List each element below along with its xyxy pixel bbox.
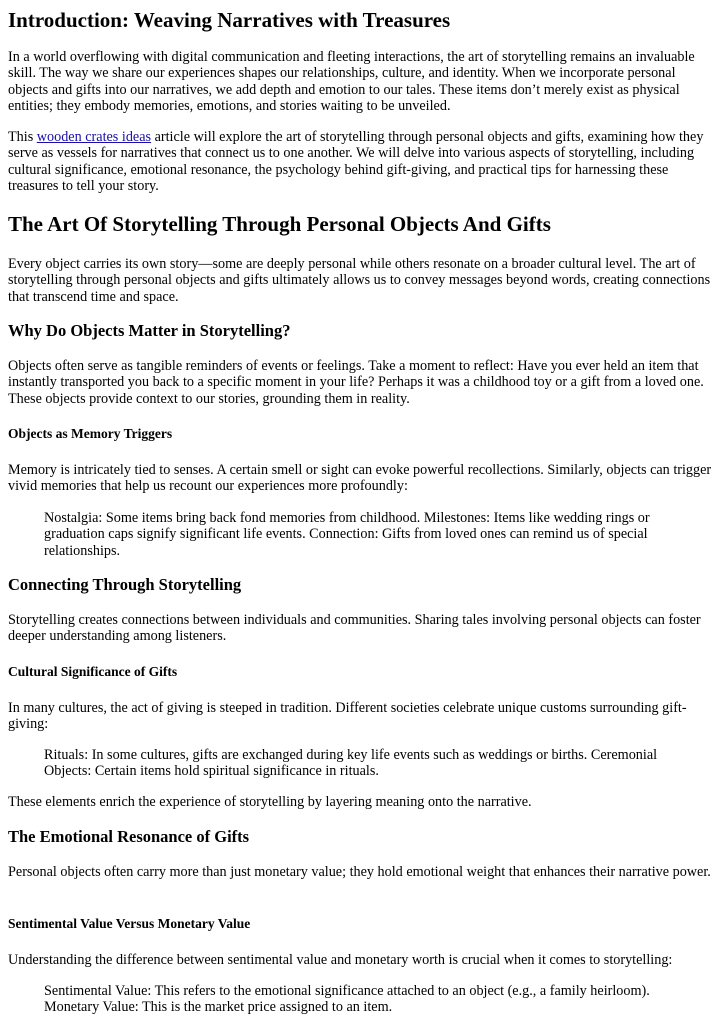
value-heading: Sentimental Value Versus Monetary Value	[8, 916, 251, 931]
memory-paragraph: Memory is intricately tied to senses. A certain smell or sight can evoke powerful recollections. Similarly, objects can trigger vivid memories that help us recount our experiences more profoundly:	[8, 462, 712, 495]
connect-paragraph: Storytelling creates connections between individuals and communities. Sharing tales involving personal objects can foster deeper understanding among listeners.	[8, 612, 701, 645]
connect-heading: Connecting Through Storytelling	[8, 575, 242, 594]
emotional-heading: The Emotional Resonance of Gifts	[8, 827, 250, 846]
cultural-quote: Rituals: In some cultures, gifts are exchanged during key life events such as weddings or births. Ceremonial Objects: Certain items hold spiritual significance in rituals.	[44, 747, 658, 780]
why-paragraph: Objects often serve as tangible reminders of events or feelings. Take a moment to reflect: Have you ever held an item that instantly transported you back to a specific moment in your life? Perhaps it was a childhood toy or a gift from a loved one. These objects provide context to our stories, grounding them in reality.	[8, 358, 704, 407]
wooden-crates-ideas-link[interactable]: wooden crates ideas	[36, 129, 152, 145]
intro-paragraph-1: In a world overflowing with digital communication and fleeting interactions, the art of storytelling remains an invaluable skill. The way we share our experiences shapes our relationships, culture, and identity. When we incorporate personal objects and gifts into our narratives, we add depth and emotion to our tales. These items don’t merely exist as physical entities; they embody memories, emotions, and stories waiting to be unveiled.	[8, 49, 695, 115]
intro-paragraph-2-rest: article will explore the art of storytelling through personal objects and gifts, examining how they serve as vessels for narratives that connect us to one another. We will delve into various aspects of storytelling, including cultural significance, emotional resonance, the psychology behind gift-giving, and practical tips for harnessing these treasures to tell your story.	[8, 129, 704, 195]
art-paragraph: Every object carries its own story—some are deeply personal while others resonate on a broader cultural level. The art of storytelling through personal objects and gifts ultimately allows us to convey messages beyond words, creating connections that transcend time and space.	[8, 256, 711, 305]
memory-heading: Objects as Memory Triggers	[8, 426, 173, 441]
emotional-paragraph: Personal objects often carry more than just monetary value; they hold emotional weight that enhances their narrative power.	[8, 864, 711, 880]
value-quote: Sentimental Value: This refers to the emotional significance attached to an object (e.g., a family heirloom). Monetary Value: This is the market price assigned to an item.	[44, 983, 650, 1016]
memory-quote: Nostalgia: Some items bring back fond memories from childhood. Milestones: Items like wedding rings or graduation caps signify significant life events. Connection: Gifts from loved ones can remind us of special relationships.	[44, 510, 650, 559]
cultural-after-paragraph: These elements enrich the experience of storytelling by layering meaning onto the narrative.	[8, 794, 532, 810]
intro-paragraph-2-start: This	[8, 129, 37, 145]
intro-heading: Introduction: Weaving Narratives with Treasures	[8, 8, 451, 32]
cultural-heading: Cultural Significance of Gifts	[8, 664, 178, 679]
art-heading: The Art Of Storytelling Through Personal Objects And Gifts	[8, 212, 551, 236]
intro-paragraph-2	[8, 129, 714, 195]
cultural-paragraph: In many cultures, the act of giving is steeped in tradition. Different societies celebrate unique customs surrounding gift-giving:	[8, 700, 687, 733]
value-paragraph: Understanding the difference between sentimental value and monetary worth is crucial when it comes to storytelling:	[8, 952, 673, 968]
why-heading: Why Do Objects Matter in Storytelling?	[8, 321, 291, 340]
